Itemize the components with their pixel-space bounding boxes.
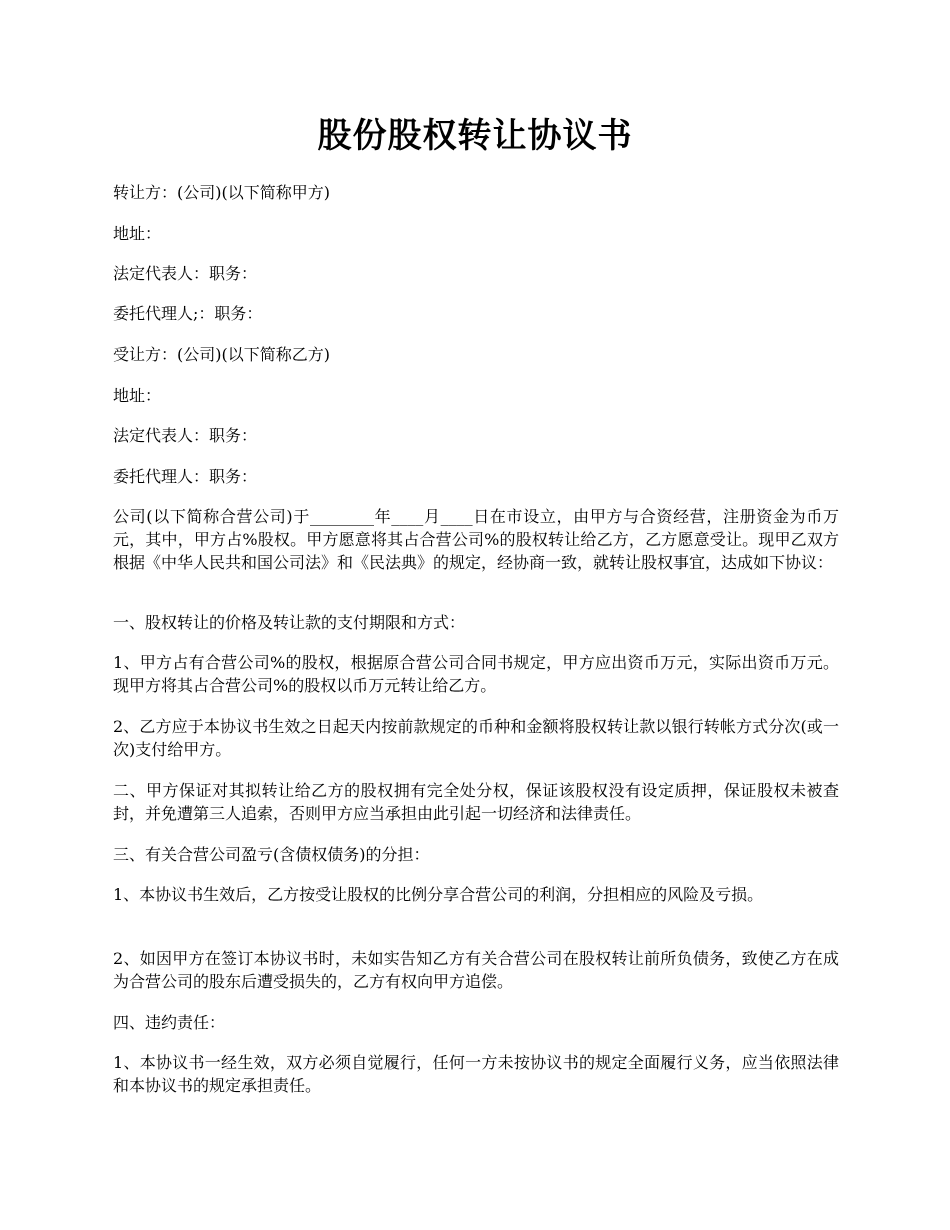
section-3-clause-1: 1、本协议书生效后，乙方按受让股权的比例分享合营公司的利润，分担相应的风险及亏损。 xyxy=(113,885,764,904)
preamble-paragraph: 公司(以下简称合营公司)于________年____月____日在市设立，由甲方与合资经营，注册资金为币万元，其中，甲方占%股权。甲方愿意将其占合营公司%的股权转让给乙方，乙方愿意受让。现甲乙双方根据《中华人民共和国公司法》和《民法典》的规定，经协商一致，就转让股权事宜，达成如下协议： xyxy=(113,507,839,572)
section-1-clause-1: 1、甲方占有合营公司%的股权，根据原合营公司合同书规定，甲方应出资币万元，实际出资币万元。现甲方将其占合营公司%的股权以币万元转让给乙方。 xyxy=(113,653,839,695)
section-3-heading: 三、有关合营公司盈亏(含债权债务)的分担： xyxy=(113,845,430,864)
section-1-heading: 一、股权转让的价格及转让款的支付期限和方式： xyxy=(113,613,466,632)
section-4-heading: 四、违约责任： xyxy=(113,1013,226,1032)
section-4-clause-1: 1、本协议书一经生效，双方必须自觉履行，任何一方未按协议书的规定全面履行义务，应当依照法律和本协议书的规定承担责任。 xyxy=(113,1053,839,1095)
transferee-legal-rep-line: 法定代表人：职务： xyxy=(113,426,258,445)
transferee-line: 受让方：(公司)(以下简称乙方) xyxy=(113,345,330,364)
transferor-legal-rep-line: 法定代表人：职务： xyxy=(113,264,258,283)
transferor-agent-line: 委托代理人;：职务： xyxy=(113,304,263,323)
section-2-paragraph: 二、甲方保证对其拟转让给乙方的股权拥有完全处分权，保证该股权没有设定质押，保证股权未被查封，并免遭第三人追索，否则甲方应当承担由此引起一切经济和法律责任。 xyxy=(113,781,839,823)
transferee-address-line: 地址： xyxy=(113,386,162,405)
section-3-clause-2: 2、如因甲方在签订本协议书时，未如实告知乙方有关合营公司在股权转让前所负债务，致使乙方在成为合营公司的股东后遭受损失的，乙方有权向甲方追偿。 xyxy=(113,949,839,991)
transferor-address-line: 地址： xyxy=(113,224,162,243)
transferee-agent-line: 委托代理人：职务： xyxy=(113,467,258,486)
section-1-clause-2: 2、乙方应于本协议书生效之日起天内按前款规定的币种和金额将股权转让款以银行转帐方式分次(或一次)支付给甲方。 xyxy=(113,717,839,759)
document-title: 股份股权转让协议书 xyxy=(317,116,633,156)
transferor-line: 转让方：(公司)(以下简称甲方) xyxy=(113,183,330,202)
